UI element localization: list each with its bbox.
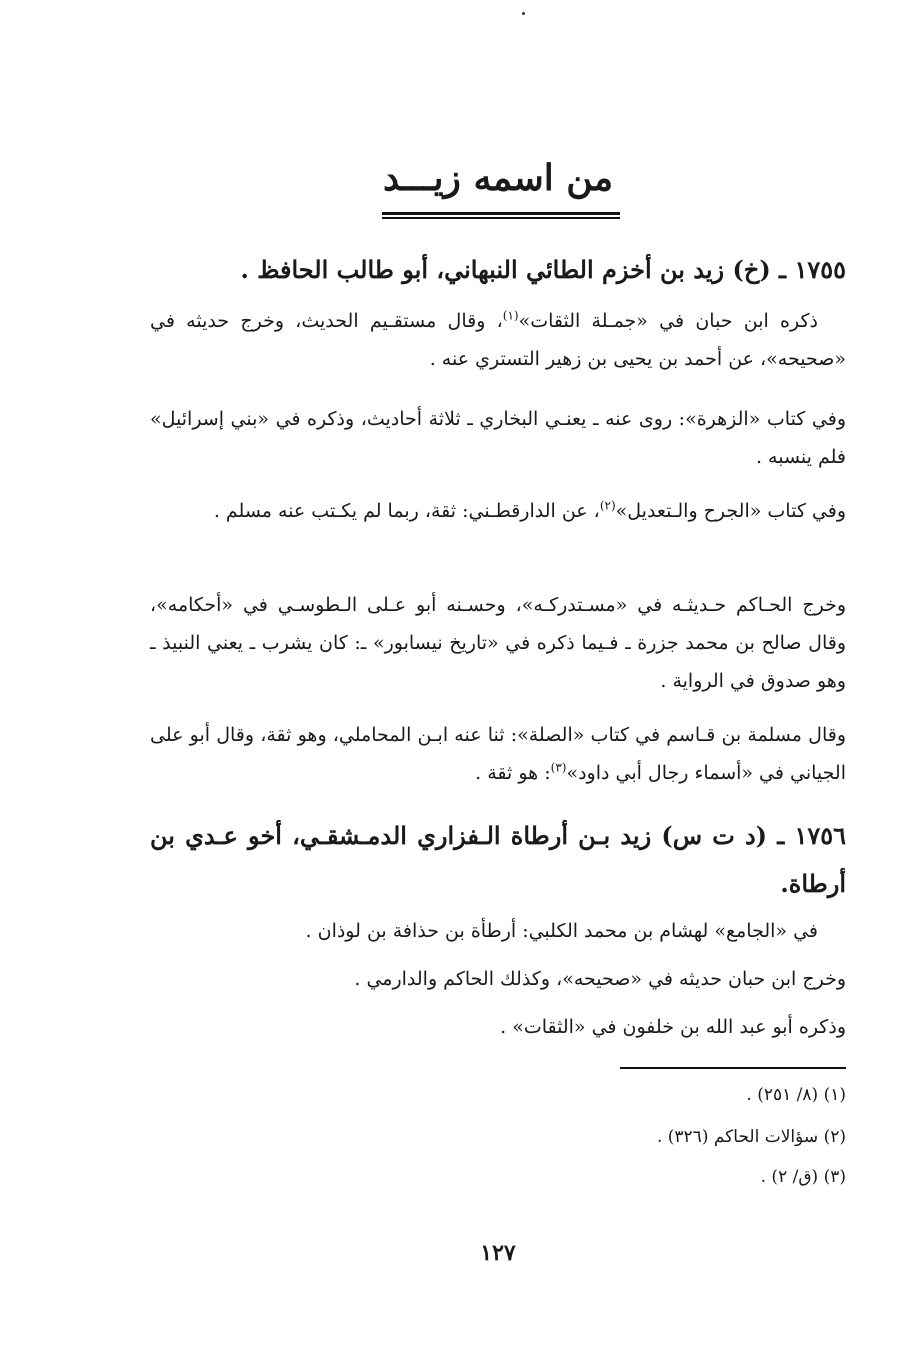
entry-1756-paragraph-3: وذكره أبو عبد الله بن خلفون في «الثقات» .: [500, 1016, 846, 1038]
page-number: ١٢٧: [480, 1240, 516, 1266]
footnote-ref-2[interactable]: (٢): [599, 498, 616, 513]
footnote-separator: [620, 1067, 846, 1069]
section-title: من اسمه زيـــد: [383, 157, 613, 199]
entry-1755-paragraph-1: [150, 302, 846, 378]
entry-1756-paragraph-1: في «الجامع» لهشام بن محمد الكلبي: أرطأة بن حذافة بن لوذان .: [305, 920, 818, 942]
title-underline: [382, 212, 620, 215]
footnote-ref-1[interactable]: (١): [502, 308, 519, 323]
footnote-1: (١) (٨/ ٢٥١) .: [746, 1085, 846, 1105]
title-underline-secondary: [382, 217, 620, 219]
paragraph-text-rest: ، وقال مستقـيم الحديث، وخرج حديثه في «صحيحه»، عن أحمد بن يحيى بن زهير التستري عنه .: [150, 310, 846, 370]
paragraph-text-rest: ، عن الدارقطـني: ثقة، ربما لم يكـتب عنه مسلم .: [213, 500, 600, 522]
footnote-3: (٣) (ق/ ٢) .: [760, 1167, 846, 1187]
entry-heading-1755: ١٧٥٥ ـ (خ) زيد بن أخزم الطائي النبهاني، أبو طالب الحافظ .: [240, 255, 846, 284]
entry-1755-paragraph-2: وفي كتاب «الزهرة»: روى عنه ـ يعنـي البخاري ـ ثلاثة أحاديث، وذكره في «بني إسرائيل» فلم ينسبه .: [150, 408, 846, 468]
footnote-ref-3[interactable]: (٣): [550, 760, 567, 775]
paragraph-text: وفي كتاب «الجرح والـتعديل»: [615, 500, 846, 522]
entry-1755-paragraph-4: وخرج الحـاكم حـديثـه في «مسـتدركـه»، وحسـنه أبو عـلى الـطوسـي في «أحكامه»، وقال صالح بن محمد جزرة ـ فـيما ذكره في «تاريخ نيسابور» ـ: كان يشرب ـ يعني النبيذ ـ وهو صدوق في الرواية .: [150, 594, 846, 692]
entry-1755-paragraph-5: [150, 716, 846, 792]
entry-1755-paragraph-3: [150, 492, 846, 530]
paragraph-text-rest: : هو ثقة .: [475, 762, 551, 784]
entry-heading-1756: ١٧٥٦ ـ (د ت س) زيد بـن أرطاة الـفزاري الدمـشقـي، أخو عـدي بن أرطاة.: [150, 821, 846, 898]
entry-1756-paragraph-2: وخرج ابن حبان حديثه في «صحيحه»، وكذلك الحاكم والدارمي .: [354, 968, 846, 990]
paragraph-text: ذكره ابن حبان في «جمـلة الثقات»: [518, 310, 819, 332]
top-mark: [522, 12, 525, 15]
paragraph-text: وقال مسلمة بن قـاسم في كتاب «الصلة»: ثنا عنه ابـن المحاملي، وهو ثقة، وقال أبو على الجياني في «أسماء رجال أبي داود»: [150, 724, 846, 784]
footnote-2: (٢) سؤالات الحاكم (٣٢٦) .: [656, 1127, 846, 1147]
